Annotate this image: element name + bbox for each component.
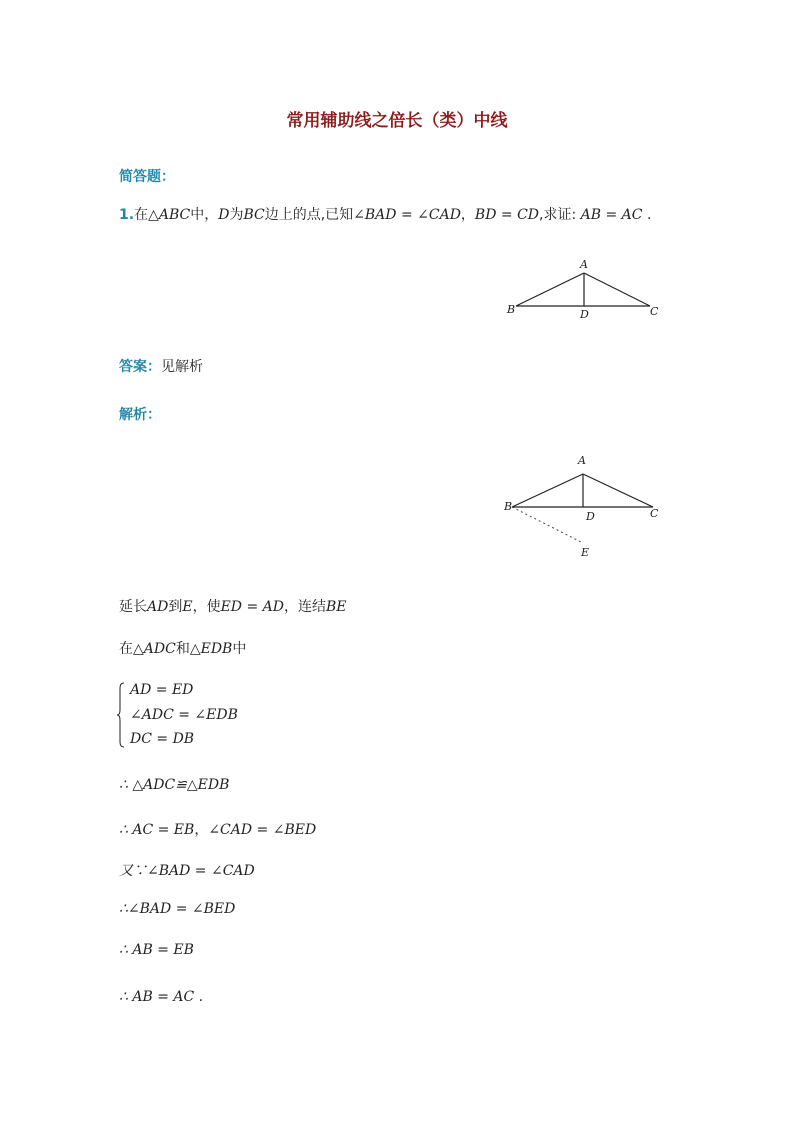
- math-angle-cad-eq-bed: ∠CAD = ∠BED: [208, 822, 317, 838]
- math-triangle-edb: △EDB: [189, 641, 233, 657]
- math-ad: AD: [147, 599, 169, 615]
- step-6: ∴∠BAD = ∠BED: [119, 901, 236, 917]
- answer-line: [119, 356, 203, 376]
- figure-1: [498, 254, 668, 324]
- math-ac-eq-eb: ∴ AC = EB: [119, 822, 195, 838]
- math-triangle-abc: △ABC: [148, 207, 191, 223]
- step-text: ，使: [192, 599, 221, 615]
- step-text: 到: [168, 599, 183, 615]
- math-ab-eq-ac: ∴ AB = AC: [119, 989, 195, 1005]
- step-text: ，: [194, 822, 209, 838]
- step-text: .: [198, 989, 204, 1005]
- label-b: B: [507, 303, 516, 316]
- system-line-2: ∠ADC = ∠EDB: [130, 707, 238, 723]
- label-e: E: [581, 546, 590, 559]
- step-8: [119, 989, 203, 1005]
- analysis-label: 解析：: [119, 407, 161, 423]
- label-d: D: [580, 308, 589, 321]
- step-3: ∴ △ADC≌△EDB: [119, 777, 230, 793]
- label-c: C: [650, 305, 659, 318]
- step-4: [119, 819, 316, 839]
- page-title: 常用辅助线之倍长（类）中线: [286, 111, 508, 131]
- question-text: 为: [229, 207, 244, 223]
- segment-ab: [516, 273, 584, 306]
- step-2: [119, 638, 246, 658]
- segment-ac: [583, 474, 653, 507]
- step-7: ∴ AB = EB: [119, 942, 194, 958]
- math-d: D: [218, 207, 230, 223]
- label-d: D: [586, 510, 595, 523]
- math-triangle-adc: △ADC: [133, 641, 176, 657]
- math-ed-eq-ad: ED = AD: [220, 599, 284, 615]
- question-text: 边上的点,已知: [264, 207, 354, 223]
- system-line-1: AD = ED: [130, 682, 194, 698]
- question-text: 中，: [190, 207, 219, 223]
- math-be: BE: [326, 599, 347, 615]
- label-b: B: [504, 500, 513, 513]
- label-a: A: [580, 258, 588, 271]
- question-number: 1.: [119, 207, 135, 223]
- step-text: ，连结: [284, 599, 326, 615]
- step-text: 在: [119, 641, 133, 657]
- label-a: A: [578, 454, 586, 467]
- section-label: 简答题：: [119, 169, 175, 185]
- label-c: C: [650, 507, 659, 520]
- system-line-3: DC = DB: [130, 731, 195, 747]
- question-text: .: [646, 207, 652, 223]
- question-text: 在: [134, 207, 149, 223]
- question-text: ，: [460, 207, 475, 223]
- step-text: 和: [175, 641, 190, 657]
- math-angle-eq: ∠BAD = ∠CAD: [353, 207, 461, 223]
- question-text: ,求证:: [539, 207, 577, 223]
- step-5: 又∵∠BAD = ∠CAD: [119, 863, 255, 879]
- system-brace: [117, 682, 125, 748]
- question-1: [119, 204, 651, 224]
- step-text: 中: [232, 641, 247, 657]
- step-1: [119, 596, 347, 616]
- math-goal: AB = AC: [580, 207, 643, 223]
- segment-be-dotted: [512, 507, 583, 543]
- step-text: 延长: [119, 599, 147, 615]
- math-seg-eq: BD = CD: [474, 207, 540, 223]
- segment-ab: [512, 474, 583, 507]
- math-bc: BC: [243, 207, 265, 223]
- figure-2: [498, 450, 668, 565]
- segment-ac: [584, 273, 650, 306]
- answer-label: 答案：: [119, 359, 161, 375]
- math-e: E: [182, 599, 193, 615]
- answer-text: 见解析: [161, 359, 203, 375]
